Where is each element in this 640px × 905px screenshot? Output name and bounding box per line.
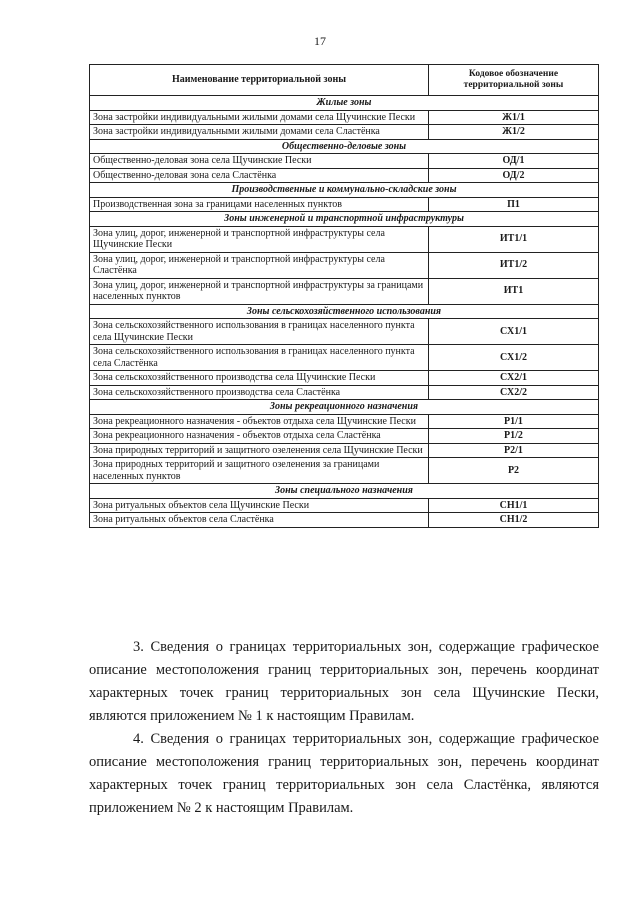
zone-code-cell: СХ2/2	[429, 385, 599, 400]
section-title: Производственные и коммунально-складские зоны	[90, 183, 599, 198]
section-row	[90, 304, 599, 319]
section-title: Общественно-деловые зоны	[90, 139, 599, 154]
section-row	[90, 96, 599, 111]
zone-code-cell: СХ1/2	[429, 345, 599, 371]
table-row	[90, 429, 599, 444]
zone-name-cell: Общественно-деловая зона села Сластёнка	[90, 168, 429, 183]
section-title: Зоны специального назначения	[90, 484, 599, 499]
paragraph-3: 3. Сведения о границах территориальных зон, содержащие графическое описание местоположения границ территориальных зон, перечень координат характерных точек границ территориальных зон села Щучинские Пески, являются приложением № 1 к настоящим Правилам.	[89, 639, 599, 724]
table-row	[90, 458, 599, 484]
table-row	[90, 319, 599, 345]
zone-name-cell: Зона сельскохозяйственного использования в границах населенного пункта села Сластёнка	[90, 345, 429, 371]
table-row	[90, 154, 599, 169]
zone-name-cell: Зона улиц, дорог, инженерной и транспортной инфраструктуры за границами населенных пунктов	[90, 278, 429, 304]
zone-name-cell: Зона рекреационного назначения - объектов отдыха села Сластёнка	[90, 429, 429, 444]
section-row	[90, 183, 599, 198]
zone-code-cell: П1	[429, 197, 599, 212]
section-row	[90, 139, 599, 154]
section-row	[90, 212, 599, 227]
section-title: Зоны сельскохозяйственного использования	[90, 304, 599, 319]
zone-code-cell: ИТ1	[429, 278, 599, 304]
section-title: Зоны рекреационного назначения	[90, 400, 599, 415]
zone-code-cell: Ж1/1	[429, 110, 599, 125]
zone-code-cell: Р2/1	[429, 443, 599, 458]
zone-name-cell: Общественно-деловая зона села Щучинские Пески	[90, 154, 429, 169]
zone-code-cell: СН1/2	[429, 513, 599, 528]
paragraph-4: 4. Сведения о границах территориальных зон, содержащие графическое описание местоположения границ территориальных зон, перечень координат характерных точек границ территориальных зон села Сластёнка, являются приложением № 2 к настоящим Правилам.	[89, 731, 599, 816]
page-number: 17	[314, 34, 326, 48]
zone-name-cell: Зона природных территорий и защитного озеленения села Щучинские Пески	[90, 443, 429, 458]
zone-name-cell: Зона улиц, дорог, инженерной и транспортной инфраструктуры села Щучинские Пески	[90, 226, 429, 252]
header-zone-name: Наименование территориальной зоны	[90, 65, 429, 96]
table-row	[90, 371, 599, 386]
table-row	[90, 345, 599, 371]
table-row	[90, 278, 599, 304]
zone-code-cell: СХ1/1	[429, 319, 599, 345]
zone-code-cell: СН1/1	[429, 498, 599, 513]
table-row	[90, 110, 599, 125]
zone-code-cell: Р2	[429, 458, 599, 484]
zone-code-cell: Р1/2	[429, 429, 599, 444]
zone-code-cell: СХ2/1	[429, 371, 599, 386]
table-row	[90, 226, 599, 252]
section-title: Зоны инженерной и транспортной инфраструктуры	[90, 212, 599, 227]
table-header-row	[90, 65, 599, 96]
zone-name-cell: Зона сельскохозяйственного производства села Щучинские Пески	[90, 371, 429, 386]
table-row	[90, 498, 599, 513]
zone-code-cell: ОД/2	[429, 168, 599, 183]
table-row	[90, 125, 599, 140]
zone-name-cell: Зона рекреационного назначения - объектов отдыха села Щучинские Пески	[90, 414, 429, 429]
zone-name-cell: Зона застройки индивидуальными жилыми домами села Щучинские Пески	[90, 110, 429, 125]
table-row	[90, 197, 599, 212]
zone-code-cell: Ж1/2	[429, 125, 599, 140]
section-title: Жилые зоны	[90, 96, 599, 111]
zone-name-cell: Зона сельскохозяйственного использования в границах населенного пункта села Щучинские Пески	[90, 319, 429, 345]
section-row	[90, 484, 599, 499]
zone-code-cell: ИТ1/1	[429, 226, 599, 252]
zone-name-cell: Зона сельскохозяйственного производства села Сластёнка	[90, 385, 429, 400]
zone-name-cell: Зона ритуальных объектов села Сластёнка	[90, 513, 429, 528]
paragraph-block	[89, 636, 599, 820]
zone-name-cell: Зона улиц, дорог, инженерной и транспортной инфраструктуры села Сластёнка	[90, 252, 429, 278]
zone-name-cell: Производственная зона за границами населенных пунктов	[90, 197, 429, 212]
zone-code-cell: ОД/1	[429, 154, 599, 169]
header-zone-code: Кодовое обозначение территориальной зоны	[429, 65, 599, 96]
table-row	[90, 252, 599, 278]
zone-code-cell: ИТ1/2	[429, 252, 599, 278]
zone-code-cell: Р1/1	[429, 414, 599, 429]
zone-name-cell: Зона природных территорий и защитного озеленения за границами населенных пунктов	[90, 458, 429, 484]
table-body	[90, 96, 599, 528]
territorial-zones-table	[89, 64, 599, 528]
table-row	[90, 443, 599, 458]
zone-name-cell: Зона застройки индивидуальными жилыми домами села Сластёнка	[90, 125, 429, 140]
table-row	[90, 168, 599, 183]
table-row	[90, 513, 599, 528]
section-row	[90, 400, 599, 415]
zone-name-cell: Зона ритуальных объектов села Щучинские Пески	[90, 498, 429, 513]
table-row	[90, 385, 599, 400]
table-row	[90, 414, 599, 429]
